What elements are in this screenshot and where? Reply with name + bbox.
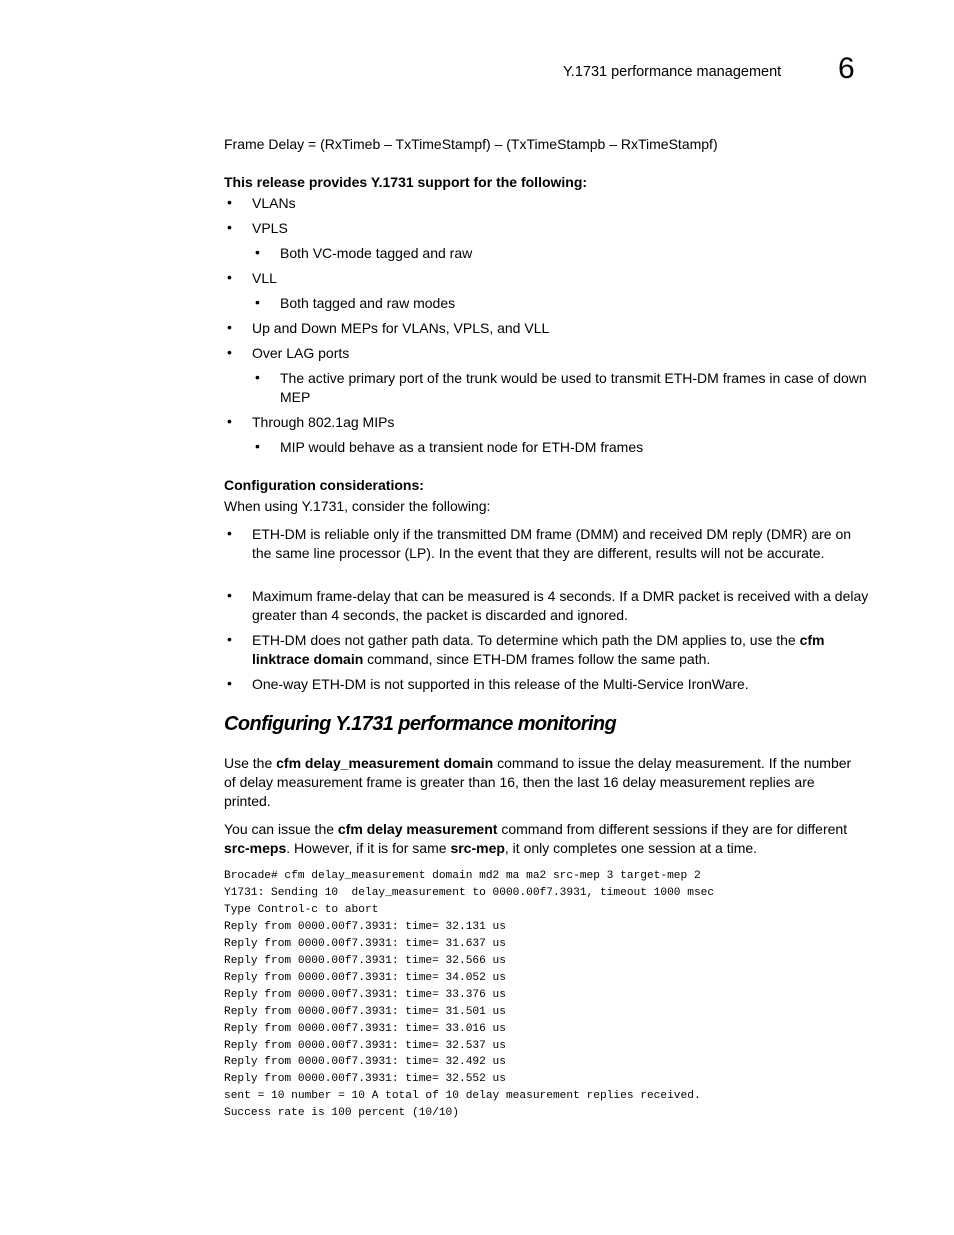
code-line: Reply from 0000.00f7.3931: time= 31.637 us — [224, 937, 506, 950]
chapter-number: 6 — [838, 52, 855, 85]
command-keyword: src-meps — [224, 840, 287, 856]
bullet-icon: • — [255, 438, 260, 454]
code-line: Brocade# cfm delay_measurement domain md2 ma ma2 src-mep 3 target-mep 2 — [224, 870, 701, 882]
command-keyword: cfm delay_measurement domain — [276, 755, 494, 771]
running-header-title: Y.1731 performance management — [563, 64, 782, 80]
bullet-icon: • — [227, 319, 232, 335]
section-heading: Configuring Y.1731 performance monitoring — [224, 713, 617, 735]
list-item: ETH-DM is reliable only if the transmitted DM frame (DMM) and received DM reply (DMR) are on the same line processor (LP). In the event that they are different, results will not be accurate. — [252, 526, 852, 561]
support-heading: This release provides Y.1731 support for the following: — [224, 174, 588, 190]
list-item: VPLS — [252, 220, 288, 236]
code-line: Reply from 0000.00f7.3931: time= 32.566 us — [224, 954, 506, 967]
code-line: Reply from 0000.00f7.3931: time= 33.016 us — [224, 1022, 506, 1035]
list-item: VLL — [252, 270, 277, 286]
para-text: Use the — [224, 755, 277, 771]
code-line: Reply from 0000.00f7.3931: time= 32.537 us — [224, 1039, 506, 1052]
code-line: Reply from 0000.00f7.3931: time= 33.376 us — [224, 988, 506, 1001]
item-text: ETH-DM does not gather path data. To determine which path the DM applies to, use the — [252, 632, 800, 648]
list-item: VLANs — [252, 195, 296, 211]
code-line: sent = 10 number = 10 A total of 10 delay measurement replies received. — [224, 1090, 701, 1103]
bullet-icon: • — [255, 294, 260, 310]
code-line: Y1731: Sending 10 delay_measurement to 0000.00f7.3931, timeout 1000 msec — [224, 886, 715, 899]
frame-delay-formula: Frame Delay = (RxTimeb – TxTimeStampf) – (TxTimeStampb – RxTimeStampf) — [224, 136, 718, 152]
sub-list-item: MIP would behave as a transient node for ETH-DM frames — [280, 439, 644, 455]
bullet-icon: • — [255, 244, 260, 260]
code-line: Reply from 0000.00f7.3931: time= 32.552 us — [224, 1073, 506, 1086]
code-line: Success rate is 100 percent (10/10) — [224, 1107, 459, 1120]
list-item: Maximum frame-delay that can be measured is 4 seconds. If a DMR packet is received with a delay greater than 4 seconds, the packet is discarded and ignored. — [252, 588, 869, 623]
code-line: Reply from 0000.00f7.3931: time= 32.492 us — [224, 1056, 506, 1069]
list-item: One-way ETH-DM is not supported in this release of the Multi-Service IronWare. — [252, 676, 749, 692]
command-keyword: cfm linktrace domain — [252, 632, 825, 667]
para-text: You can issue the — [224, 821, 338, 837]
bullet-icon: • — [227, 525, 232, 541]
sub-list-item: Both VC-mode tagged and raw — [280, 245, 473, 261]
code-line: Type Control-c to abort — [224, 903, 379, 916]
list-item: Over LAG ports — [252, 345, 350, 361]
item-text: command, since ETH-DM frames follow the same path. — [363, 651, 711, 667]
cli-output-block — [224, 868, 714, 1122]
bullet-icon: • — [255, 369, 260, 385]
para-text: . However, if it is for same — [286, 840, 451, 856]
bullet-icon: • — [227, 413, 232, 429]
section-paragraph — [224, 820, 856, 858]
considerations-intro: When using Y.1731, consider the following: — [224, 498, 491, 514]
section-paragraph — [224, 754, 856, 811]
bullet-icon: • — [227, 587, 232, 603]
sub-list-item: Both tagged and raw modes — [280, 295, 456, 311]
bullet-icon: • — [227, 219, 232, 235]
bullet-icon: • — [227, 269, 232, 285]
considerations-heading: Configuration considerations: — [224, 477, 424, 493]
sub-list-item: The active primary port of the trunk would be used to transmit ETH-DM frames in case of down MEP — [280, 370, 867, 405]
command-keyword: cfm delay measurement — [337, 821, 498, 837]
list-item: Up and Down MEPs for VLANs, VPLS, and VLL — [252, 320, 550, 336]
code-line: Reply from 0000.00f7.3931: time= 34.052 us — [224, 971, 506, 984]
list-item: Through 802.1ag MIPs — [252, 414, 395, 430]
bullet-icon: • — [227, 194, 232, 210]
list-item — [252, 631, 870, 669]
bullet-icon: • — [227, 631, 232, 647]
command-keyword: src-mep — [450, 840, 505, 856]
para-text: command from different sessions if they are for different — [497, 821, 848, 837]
para-text: , it only completes one session at a time. — [504, 840, 758, 856]
code-line: Reply from 0000.00f7.3931: time= 31.501 us — [224, 1005, 506, 1018]
para-text: command to issue the delay measurement. If the number of delay measurement frame is greater than 16, then the last 16 delay measurement replies are printed. — [224, 755, 852, 809]
code-line: Reply from 0000.00f7.3931: time= 32.131 us — [224, 920, 506, 933]
bullet-icon: • — [227, 344, 232, 360]
bullet-icon: • — [227, 675, 232, 691]
